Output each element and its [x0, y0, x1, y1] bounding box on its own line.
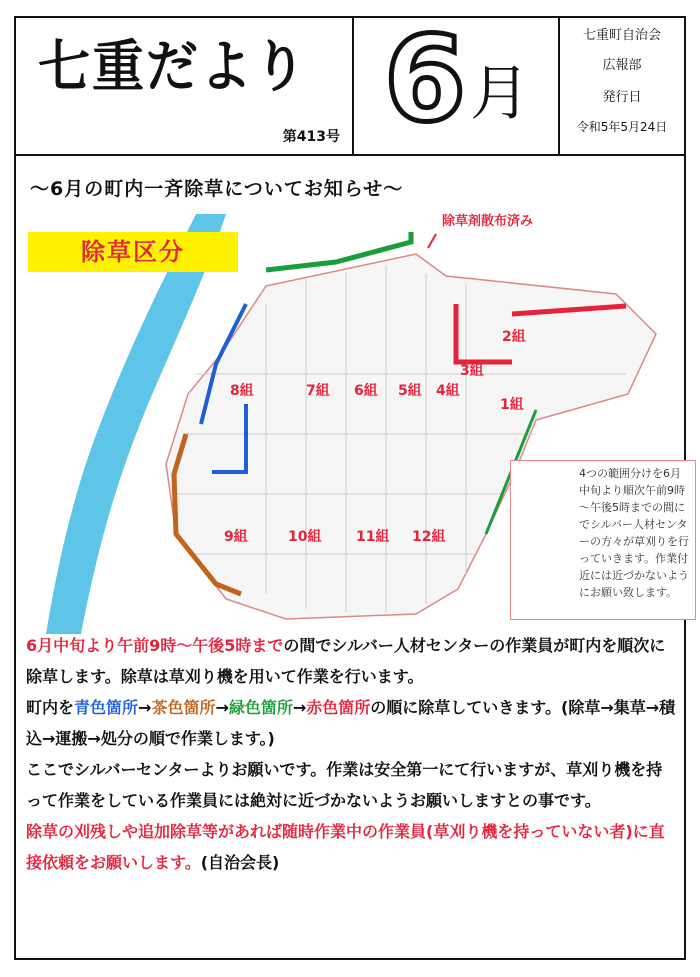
schedule-highlight: 6月中旬より午前9時～午後5時まで — [26, 636, 284, 655]
schedule-text: の間でシルバー人材センターの作業員が町内を順次に除草します。除草は草刈り機を用いて作業を行います。 — [26, 636, 666, 686]
notice-body — [26, 630, 676, 878]
zone-label: 9組 — [224, 529, 248, 545]
green-area-label: 緑色箇所 — [228, 698, 293, 717]
newsletter-title: 七重だより — [38, 35, 308, 100]
month-box — [354, 10, 560, 154]
order-suffix: の順に除草していきます。(除草→集草→積込→運搬→処分の順で作業します。) — [26, 698, 676, 748]
paragraph-schedule — [26, 630, 676, 692]
zone-label: 3組 — [460, 363, 484, 379]
title-box — [16, 18, 354, 154]
zone-label: 6組 — [354, 383, 378, 399]
masthead — [16, 10, 684, 156]
order-prefix: 町内を — [26, 698, 75, 717]
arrow: → — [138, 698, 152, 717]
zone-label: 4組 — [436, 383, 460, 399]
newsletter-page — [14, 10, 689, 960]
zone-label: 12組 — [412, 529, 446, 545]
arrow: → — [292, 698, 307, 717]
month-number: 6 — [384, 10, 467, 148]
signature: (自治会長) — [200, 853, 280, 872]
org-name: 七重町自治会 — [582, 28, 661, 43]
issued-label: 発行日 — [602, 90, 642, 105]
notice-title: ～6月の町内一斉除草についてお知らせ～ — [30, 178, 404, 200]
zone-label: 11組 — [356, 529, 390, 545]
zone-label: 5組 — [398, 383, 422, 399]
paragraph-request: ここでシルバーセンターよりお願いです。作業は安全第一にて行いますが、草刈り機を持って作業をしている作業員には絶対に近づかないようお願いしますとの事です。 — [26, 760, 663, 810]
issue-number: 第413号 — [282, 129, 340, 145]
publisher-info — [560, 18, 684, 154]
paragraph-order — [26, 692, 676, 754]
paragraph-contact — [26, 816, 676, 878]
brown-area-label: 茶色箇所 — [151, 698, 216, 717]
zone-label: 7組 — [306, 383, 330, 399]
contact-highlight: 除草の刈残しや追加除草等があれば随時作業中の作業員(草刈り機を持っていない者)に直接依頼をお願いします。 — [26, 822, 665, 872]
zone-label: 1組 — [500, 397, 524, 413]
map-legend — [510, 460, 696, 620]
legend-text: 4つの範囲分けを6月中旬より順次午前9時～午後5時までの間にでシルバー人材センターの方々が草刈りを行っていきます。作業付近には近づかないようにお願い致します。 — [579, 467, 689, 599]
zone-label: 10組 — [288, 529, 322, 545]
zone-label: 2組 — [502, 329, 526, 345]
blue-area-label: 青色箇所 — [74, 698, 139, 717]
dept-name: 広報部 — [602, 58, 642, 73]
arrow: → — [215, 698, 229, 717]
red-area-label: 赤色箇所 — [306, 698, 371, 717]
issue-date: 令和5年5月24日 — [576, 120, 668, 134]
month-kanji: 月 — [470, 59, 530, 129]
herbicide-label: 除草剤散布済み — [442, 214, 534, 229]
weeding-map — [16, 214, 689, 634]
weeding-zone-label: 除草区分 — [28, 232, 238, 272]
zone-label: 8組 — [230, 383, 254, 399]
